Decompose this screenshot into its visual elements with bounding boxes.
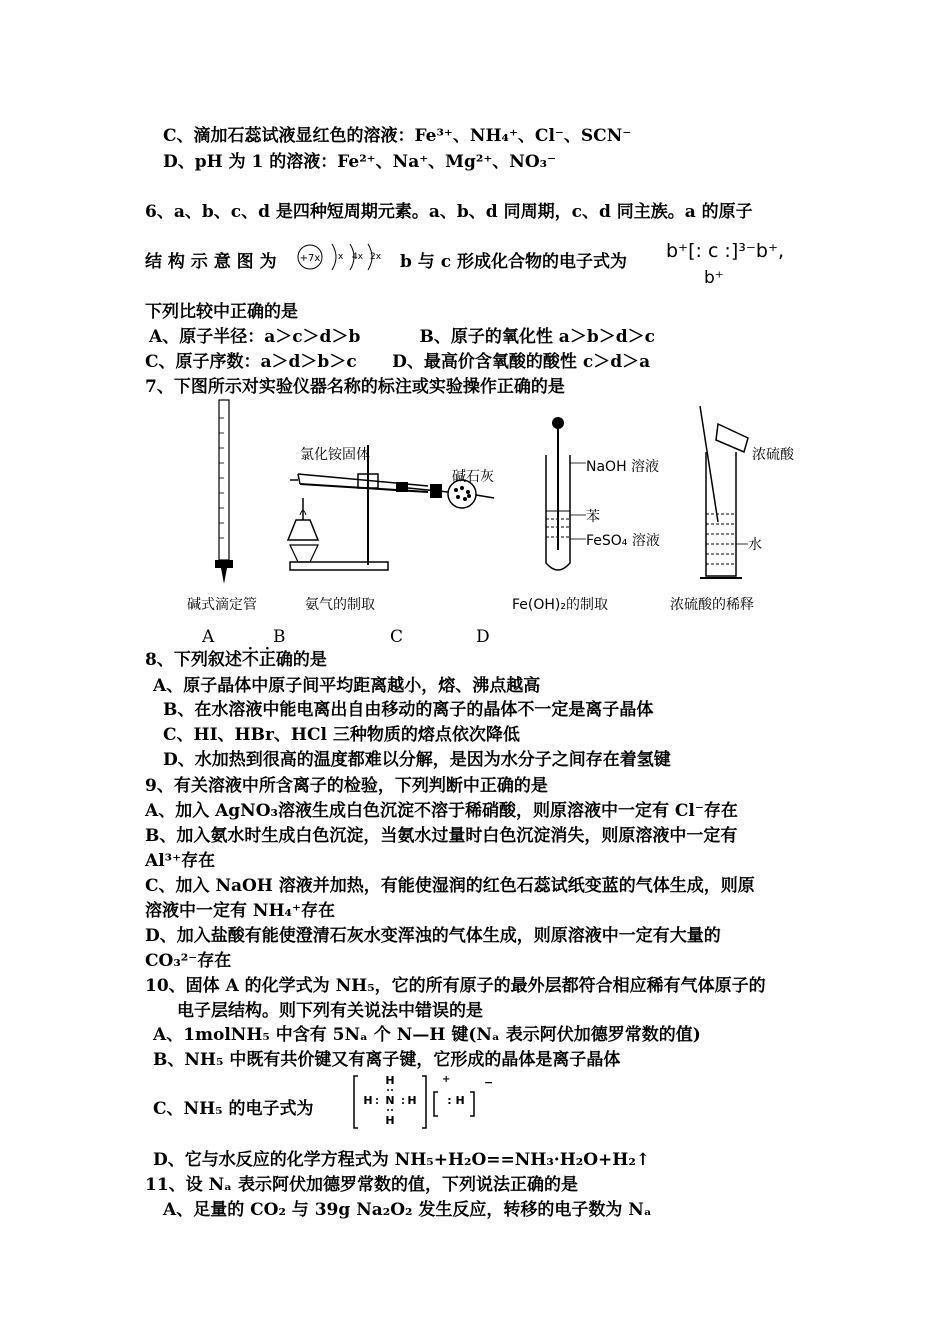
svg-text:−: − [484,1076,494,1089]
q8-option-b: B、在水溶液中能电离出自由移动的离子的晶体不一定是离子晶体 [163,700,654,720]
emphasis-dot: 不 [241,650,259,670]
label-conc-sulfuric-acid: 浓硫酸 [752,447,794,463]
svg-text:: H: : H [447,1094,465,1107]
caption-c: Fe(OH)₂的制取 [512,597,608,613]
q10-option-d: D、它与水反应的化学方程式为 NH₅+H₂O==NH₃·H₂O+H₂↑ [153,1150,651,1170]
label-benzene: 苯 [586,509,600,525]
label-water: 水 [748,537,762,553]
q9-option-b-line1: B、加入氨水时生成白色沉淀，当氨水过量时白色沉淀消失，则原溶液中一定有 [145,826,738,846]
q6-line2-a: 结 构 示 意 图 为 [145,252,277,272]
q5-option-d: D、pH 为 1 的溶液：Fe²⁺、Na⁺、Mg²⁺、NO₃⁻ [163,152,557,172]
q9-option-c-line2: 溶液中一定有 NH₄⁺存在 [145,901,335,921]
q11-stem: 11、设 Nₐ 表示阿伏加德罗常数的值，下列说法正确的是 [145,1175,578,1195]
q10-stem-line1: 10、固体 A 的化学式为 NH₅，它的所有原子的最外层都符合相应稀有气体原子的 [145,976,766,996]
q10-option-b: B、NH₅ 中既有共价键又有离子键，它形成的晶体是离子晶体 [153,1050,621,1070]
letter-b: B [273,627,286,647]
atom-shell-3: 2x [370,252,382,262]
q5-option-c: C、滴加石蕊试液显红色的溶液：Fe³⁺、NH₄⁺、Cl⁻、SCN⁻ [163,126,632,146]
emphasis-dot: 正 [258,650,276,670]
atom-structure-diagram [292,236,392,278]
feoh2-test-tube-figure [540,415,590,585]
atom-shell-1: x [338,252,344,262]
acid-dilution-cylinder-figure [690,402,760,587]
caption-a: 碱式滴定管 [187,597,257,613]
q9-option-d-line2: CO₃²⁻存在 [145,951,232,971]
svg-text:H: H [363,1094,373,1107]
q9-stem: 9、有关溶液中所含离子的检验，下列判断中正确的是 [145,776,548,796]
q9-option-a: A、加入 AgNO₃溶液生成白色沉淀不溶于稀硝酸，则原溶液中一定有 Cl⁻存在 [145,801,738,821]
label-naoh-solution: NaOH 溶液 [586,459,660,475]
svg-text:+: + [442,1074,451,1085]
svg-text:H: H [407,1094,417,1107]
label-feso4-solution: FeSO₄ 溶液 [586,533,660,549]
label-soda-lime: 碱石灰 [452,469,494,485]
label-nh4cl-solid: 氯化铵固体 [300,447,370,463]
q8-option-d: D、水加热到很高的温度都难以分解，是因为水分子之间存在着氢键 [163,750,671,770]
bc-electron-formula: b⁺[: c :]³⁻b⁺, [666,240,785,262]
q10-option-a: A、1molNH₅ 中含有 5Nₐ 个 N—H 键(Nₐ 表示阿伏加德罗常数的值) [153,1025,701,1045]
nh5-electron-formula [350,1072,500,1132]
q7-stem: 7、下图所示对实验仪器名称的标注或实验操作正确的是 [145,377,565,397]
caption-d: 浓硫酸的稀释 [670,597,754,613]
caption-b: 氨气的制取 [305,597,375,613]
q6-options-ab: A、原子半径：a＞c＞d＞b B、原子的氧化性 a＞b＞d＞c [149,327,655,347]
q6-options-cd: C、原子序数：a＞d＞b＞c D、最高价含氧酸的酸性 c＞d＞a [145,352,651,372]
bc-electron-formula-bottom: b⁺ [704,268,724,288]
q9-option-d-line1: D、加入盐酸有能使澄清石灰水变浑浊的气体生成，则原溶液中一定有大量的 [145,926,721,946]
atom-nucleus-label: +7x [299,253,321,264]
q6-line2-b: b 与 c 形成化合物的电子式为 [400,252,627,272]
q8-stem: 8、下列叙述不正确的是 [145,650,327,670]
q6-stem: 6、a、b、c、d 是四种短周期元素。a、b、d 同周期，c、d 同主族。a 的原子 [145,202,753,222]
svg-text:N: N [385,1094,395,1107]
letter-c: C [390,627,404,647]
q6-line3: 下列比较中正确的是 [145,302,298,322]
letter-a: A [202,627,215,647]
q10-stem-line2: 电子层结构。则下列有关说法中错误的是 [177,1001,483,1021]
q9-option-c-line1: C、加入 NaOH 溶液并加热，有能使湿润的红色石蕊试纸变蓝的气体生成，则原 [145,876,755,896]
svg-text:H: H [385,1074,395,1087]
burette-figure [205,398,245,588]
atom-shell-2: 4x [352,252,364,262]
q8-option-a: A、原子晶体中原子间平均距离越小，熔、沸点越高 [153,676,541,696]
q8-option-c: C、HI、HBr、HCl 三种物质的熔点依次降低 [163,725,520,745]
svg-text:H: H [385,1114,395,1127]
q9-option-b-line2: Al³⁺存在 [145,851,216,871]
q10-option-c: C、NH₅ 的电子式为 [153,1099,314,1119]
letter-d: D [476,627,490,647]
q11-option-a: A、足量的 CO₂ 与 39g Na₂O₂ 发生反应，转移的电子数为 Nₐ [163,1200,652,1220]
